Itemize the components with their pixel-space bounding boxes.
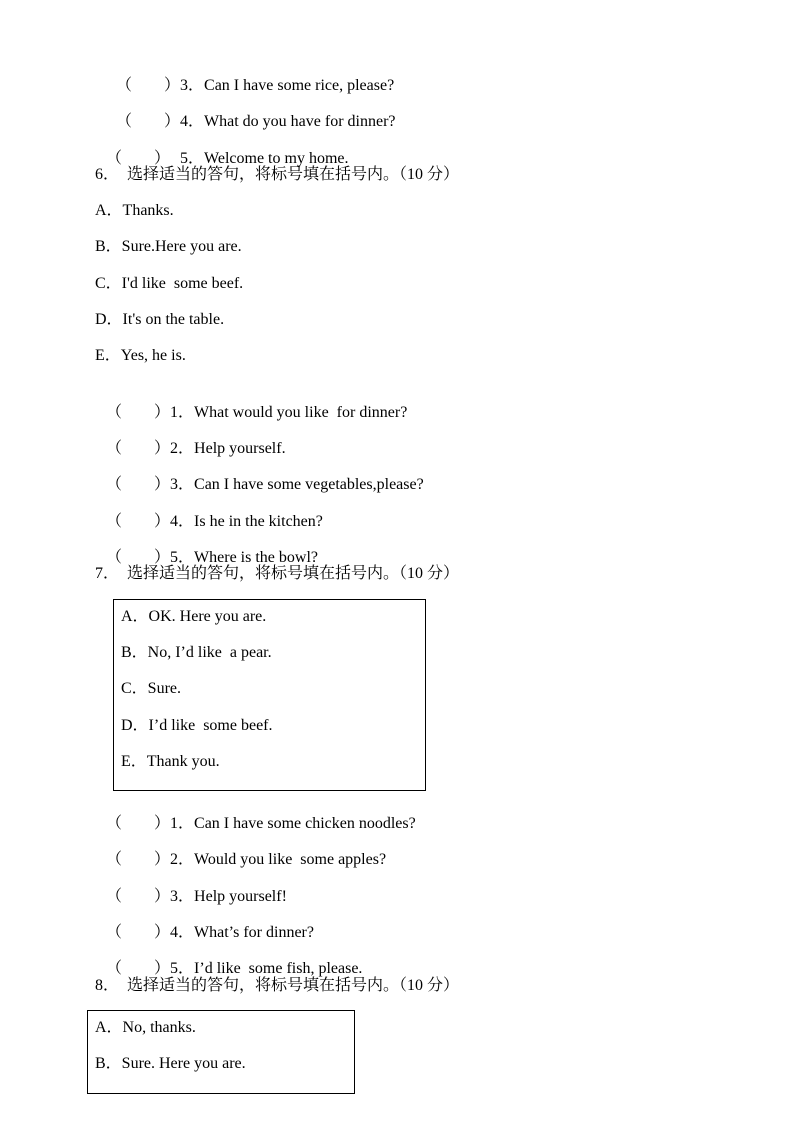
section-heading: 6． 选择适当的答句，将标号填在括号内。（10 分） bbox=[95, 166, 460, 183]
answer-blank[interactable]: （ ） bbox=[116, 77, 181, 94]
option-item: B．Sure. Here you are. bbox=[95, 1055, 246, 1072]
question-row bbox=[98, 492, 323, 532]
question-row bbox=[108, 92, 396, 132]
option-item: B．No, I’d like a pear. bbox=[121, 644, 272, 661]
question-number: 5． bbox=[170, 549, 195, 566]
option-item: A．No, thanks. bbox=[95, 1019, 196, 1036]
question-number: 3． bbox=[170, 888, 195, 905]
answer-blank[interactable]: （ ） bbox=[106, 404, 171, 421]
question-row bbox=[98, 867, 287, 907]
question-number: 4． bbox=[180, 113, 205, 130]
question-text: Where is the bowl? bbox=[194, 549, 318, 566]
question-row bbox=[108, 56, 394, 96]
answer-blank[interactable]: （ ） bbox=[106, 888, 171, 905]
question-row bbox=[98, 383, 407, 423]
question-text: What do you have for dinner? bbox=[204, 113, 396, 130]
question-row bbox=[98, 903, 314, 943]
question-number: 3． bbox=[170, 476, 195, 493]
section-heading: 8． 选择适当的答句，将标号填在括号内。（10 分） bbox=[95, 977, 460, 994]
answer-blank[interactable]: （ ） bbox=[106, 476, 171, 493]
option-item: C．Sure. bbox=[121, 680, 182, 697]
question-row bbox=[98, 794, 416, 834]
question-text: Help yourself. bbox=[194, 440, 286, 457]
option-item: A．Thanks. bbox=[95, 202, 174, 219]
option-item: A．OK. Here you are. bbox=[121, 608, 267, 625]
question-number: 5． bbox=[170, 960, 195, 977]
question-text: What’s for dinner? bbox=[194, 924, 314, 941]
question-text: Can I have some chicken noodles? bbox=[194, 815, 416, 832]
answer-blank[interactable]: （ ） bbox=[106, 440, 171, 457]
question-text: What would you like for dinner? bbox=[194, 404, 408, 421]
answer-blank[interactable]: （ ） bbox=[116, 113, 181, 130]
answer-blank[interactable]: （ ） bbox=[106, 960, 171, 977]
question-text: Welcome to my home. bbox=[204, 150, 349, 167]
question-text: Help yourself! bbox=[194, 888, 287, 905]
answer-blank[interactable]: （ ） bbox=[106, 815, 171, 832]
question-number: 4． bbox=[170, 924, 195, 941]
question-text: Can I have some rice, please? bbox=[204, 77, 395, 94]
question-row bbox=[98, 455, 424, 495]
question-number: 3． bbox=[180, 77, 205, 94]
option-item: E．Yes, he is. bbox=[95, 347, 186, 364]
question-number: 2． bbox=[170, 440, 195, 457]
question-number: 1． bbox=[170, 404, 195, 421]
question-row bbox=[98, 528, 318, 568]
section-heading: 7． 选择适当的答句，将标号填在括号内。（10 分） bbox=[95, 565, 460, 582]
question-number: 1． bbox=[170, 815, 195, 832]
question-text: Is he in the kitchen? bbox=[194, 513, 323, 530]
option-item: D．It's on the table. bbox=[95, 311, 225, 328]
option-item: D．I’d like some beef. bbox=[121, 717, 273, 734]
question-number: 5． bbox=[180, 150, 205, 167]
answer-blank[interactable]: （ ） bbox=[106, 924, 171, 941]
option-item: B．Sure.Here you are. bbox=[95, 238, 242, 255]
question-text: Would you like some apples? bbox=[194, 851, 387, 868]
option-item: C．I'd like some beef. bbox=[95, 275, 244, 292]
answer-blank[interactable]: （ ） bbox=[106, 150, 171, 167]
question-text: I’d like some fish, please. bbox=[194, 960, 363, 977]
question-row bbox=[98, 830, 386, 870]
answer-blank[interactable]: （ ） bbox=[106, 513, 171, 530]
option-item: E．Thank you. bbox=[121, 753, 220, 770]
question-number: 4． bbox=[170, 513, 195, 530]
question-row bbox=[98, 419, 286, 459]
question-row bbox=[98, 939, 362, 979]
question-number: 2． bbox=[170, 851, 195, 868]
answer-blank[interactable]: （ ） bbox=[106, 851, 171, 868]
answer-blank[interactable]: （ ） bbox=[106, 549, 171, 566]
question-row bbox=[98, 129, 348, 169]
question-text: Can I have some vegetables,please? bbox=[194, 476, 424, 493]
